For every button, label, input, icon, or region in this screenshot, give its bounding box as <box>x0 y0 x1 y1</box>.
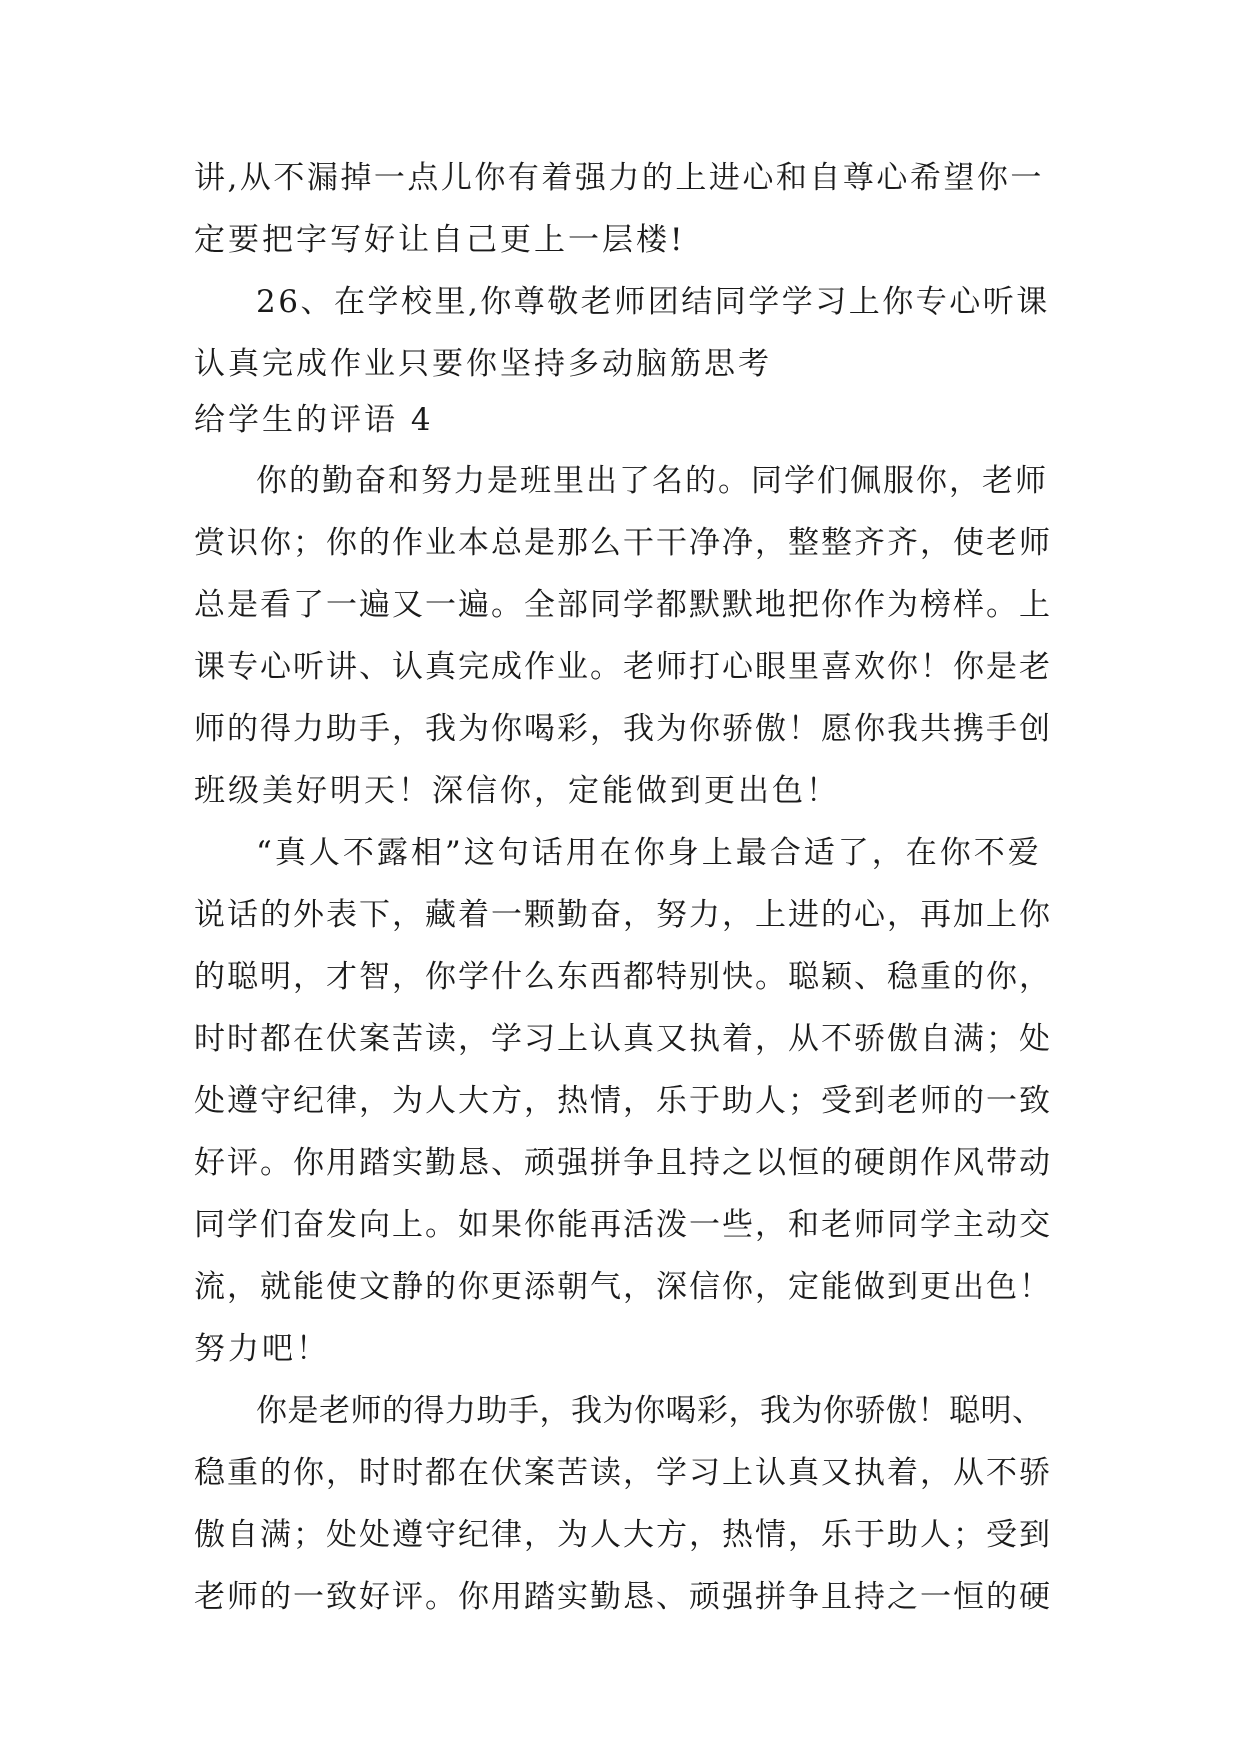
text-line: 讲,从不漏掉一点儿你有着强力的上进心和自尊心希望你一 <box>194 160 1044 196</box>
text-line: “真人不露相”这句话用在你身上最合适了，在你不爱 <box>256 835 1042 871</box>
text-line: 26、在学校里,你尊敬老师团结同学学习上你专心听课 <box>256 284 1050 320</box>
text-line: 稳重的你，时时都在伏案苦读，学习上认真又执着，从不骄 <box>194 1455 1052 1491</box>
text-line: 处遵守纪律，为人大方，热情，乐于助人；受到老师的一致 <box>194 1083 1052 1119</box>
text-line: 老师的一致好评。你用踏实勤恳、顽强拼争且持之一恒的硬 <box>194 1579 1052 1615</box>
text-line: 赏识你；你的作业本总是那么干干净净，整整齐齐，使老师 <box>194 525 1052 561</box>
text-line: 定要把字写好让自己更上一层楼! <box>194 222 686 258</box>
text-line: 时时都在伏案苦读，学习上认真又执着，从不骄傲自满；处 <box>194 1021 1052 1057</box>
text-line: 的聪明，才智，你学什么东西都特别快。聪颖、稳重的你， <box>194 959 1052 995</box>
text-line: 说话的外表下，藏着一颗勤奋，努力，上进的心，再加上你 <box>194 897 1052 933</box>
text-line: 你是老师的得力助手，我为你喝彩，我为你骄傲！聪明、 <box>256 1393 1044 1429</box>
text-line: 同学们奋发向上。如果你能再活泼一些，和老师同学主动交 <box>194 1207 1052 1243</box>
text-line: 班级美好明天！深信你，定能做到更出色！ <box>194 773 840 809</box>
text-line: 傲自满；处处遵守纪律，为人大方，热情，乐于助人；受到 <box>194 1517 1052 1553</box>
section-heading: 给学生的评语 4 <box>194 402 434 438</box>
text-line: 总是看了一遍又一遍。全部同学都默默地把你作为榜样。上 <box>194 587 1052 623</box>
text-line: 你的勤奋和努力是班里出了名的。同学们佩服你，老师 <box>256 463 1048 499</box>
text-line: 师的得力助手，我为你喝彩，我为你骄傲！愿你我共携手创 <box>194 711 1052 747</box>
text-line: 认真完成作业只要你坚持多动脑筋思考 <box>194 346 772 382</box>
text-line: 课专心听讲、认真完成作业。老师打心眼里喜欢你！你是老 <box>194 649 1052 685</box>
text-line: 努力吧！ <box>194 1331 330 1367</box>
text-line: 好评。你用踏实勤恳、顽强拼争且持之以恒的硬朗作风带动 <box>194 1145 1052 1181</box>
text-line: 流，就能使文静的你更添朝气，深信你，定能做到更出色！ <box>194 1269 1052 1305</box>
